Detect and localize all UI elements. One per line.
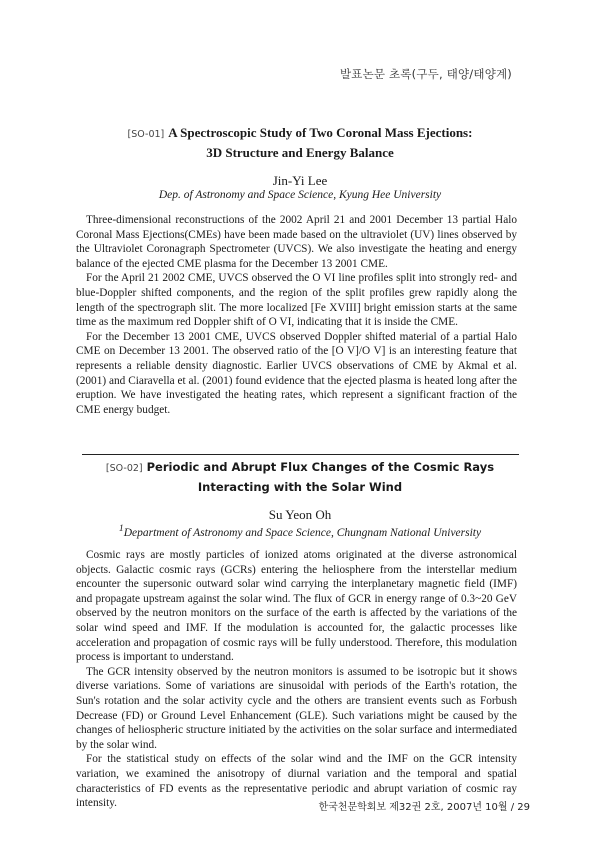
section-header: 발표논문 초록(구두, 태양/태양계) bbox=[339, 67, 512, 81]
paper1-paragraph: For the December 13 2001 CME, UVCS observed Doppler shifted material of a partial Halo CME on December 13 2001. The observed ratio of the [O V]/O V] is an interesting feature that represents a reliable density diagnostic. Earlier UVCS observations of CME by Akmal et al. (2001) and Ciaravella et al. (2001) found evidence that the ejected plasma is heated long after the eruption. We have investigated the heating rates, which represent a significant fraction of the CME energy budget. bbox=[76, 330, 517, 416]
paper1-author-block bbox=[70, 173, 530, 201]
paper2-paragraph: The GCR intensity observed by the neutron monitors is assumed to be isotropic but it shows diverse variations. Some of variations are sinusoidal with periods of the Earth's rotation, the Sun's rotation and the solar activity cycle and the others are transient events such as Forbush Decrease (FD) or Ground Level Enhancement (GLE). Such variations might be caused by the changes of heliospheric structure initiated by the activities on the solar surface and intermediated by the solar wind. bbox=[76, 665, 517, 751]
paper2-paragraph: Cosmic rays are mostly particles of ionized atoms originated at the diverse astronomical objects. Galactic cosmic rays (GCRs) entering the heliosphere from the interstellar medium encounter the supersonic outward solar wind carrying the interplanetary magnetic field (IMF) and propagate upstream against the solar wind. The flux of GCR in energy range of 0.3~20 GeV observed by the neutron monitors on the surface of the earth is affected by the variations of the solar wind speed and IMF. If the modulation is accounted for, the galactic processes like acceleration and propagation of cosmic rays will be fully understood. Therefore, this modulation process is important to understand. bbox=[76, 549, 517, 664]
paper2-abstract bbox=[76, 548, 517, 811]
paper2-title-line2: Interacting with the Solar Wind bbox=[197, 480, 403, 494]
paper2-title-block bbox=[70, 458, 530, 496]
paper1-title-line2: 3D Structure and Energy Balance bbox=[206, 145, 394, 160]
page-footer: 한국천문학회보 제32권 2호, 2007년 10월 / 29 bbox=[318, 802, 530, 813]
paper1-author: Jin-Yi Lee bbox=[272, 173, 328, 188]
paper2-title bbox=[70, 458, 530, 496]
paper1-title bbox=[70, 124, 530, 162]
affiliation-superscript: 1 bbox=[118, 523, 124, 534]
paper2-affiliation: Department of Astronomy and Space Science, Chungnam National University bbox=[123, 526, 482, 539]
paper1-paragraph: Three-dimensional reconstructions of the 2002 April 21 and 2001 December 13 partial Halo Coronal Mass Ejections(CMEs) have been made based on the ultraviolet (UV) lines observed by the Ultraviolet Coronagraph Spectrometer (UVCS). We also investigate the heating and energy balance of the ejected CME plasma for the December 13 2001 CME. bbox=[76, 214, 517, 270]
paper1-paragraph: For the April 21 2002 CME, UVCS observed the O VI line profiles split into strongly red- and blue-Doppler shifted components, and the region of the split profiles grew rapidly along the length of the spectrograph slit. The more localized [Fe XVIII] bright emission starts at the same time as the maximum red Doppler shift of O VI, indicating that it is inside the CME. bbox=[76, 272, 517, 329]
section-divider bbox=[82, 454, 519, 455]
paper1-abstract bbox=[76, 213, 517, 417]
paper1-code: [SO-01] bbox=[127, 129, 165, 140]
paper2-author-block bbox=[70, 507, 530, 539]
paper2-paragraph: For the statistical study on effects of the solar wind and the IMF on the GCR intensity variation, we examined the anisotropy of diurnal variation and the temporal and spatial characteristics of FD events as the representative periodic and abrupt variation of cosmic ray intensity. bbox=[76, 753, 517, 810]
paper1-title-line1: A Spectroscopic Study of Two Coronal Mass Ejections: bbox=[168, 125, 473, 140]
paper1-affiliation: Dep. of Astronomy and Space Science, Kyung Hee University bbox=[158, 189, 442, 201]
paper2-code: [SO-02] bbox=[105, 463, 143, 474]
paper2-author: Su Yeon Oh bbox=[268, 507, 332, 522]
paper2-title-line1: Periodic and Abrupt Flux Changes of the Cosmic Rays bbox=[146, 460, 495, 474]
paper2-affiliation-line bbox=[70, 523, 530, 539]
paper1-title-block bbox=[70, 124, 530, 162]
